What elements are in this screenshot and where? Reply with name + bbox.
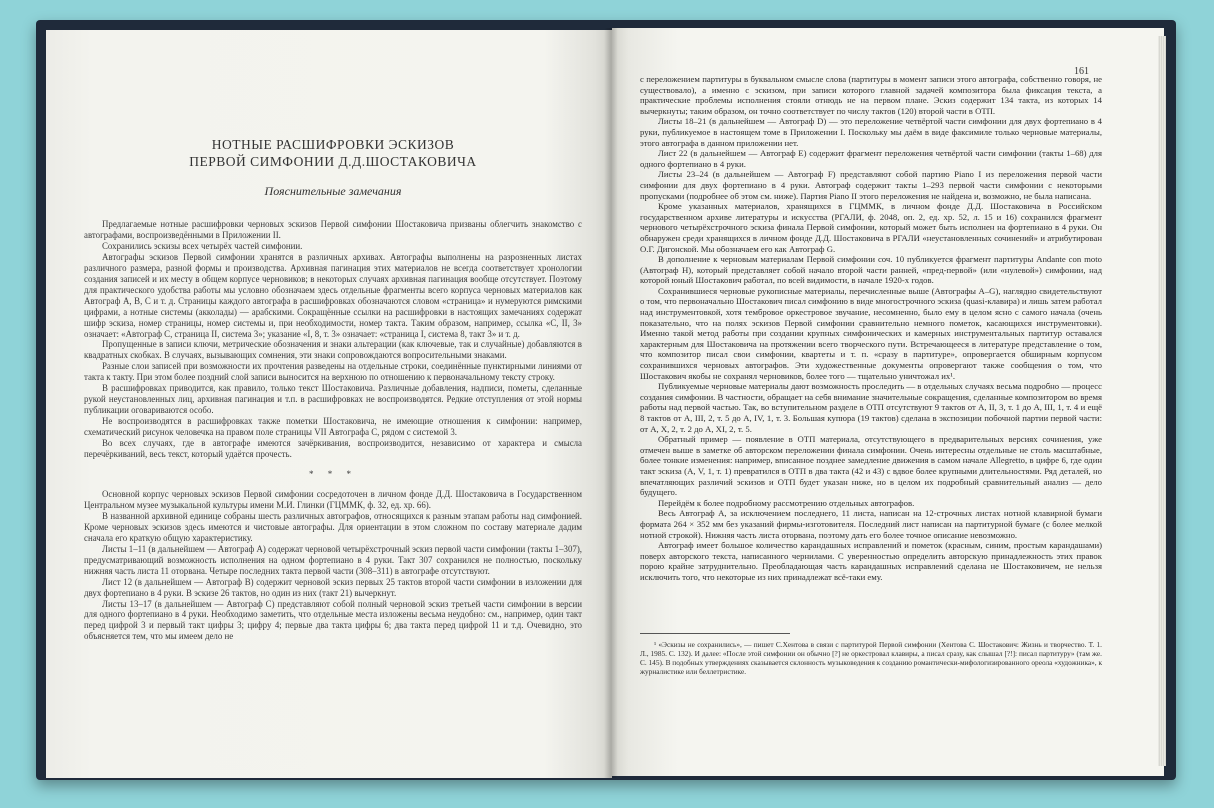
paragraph: Обратный пример — появление в ОТП материала, отсутствующего в предварительных версиях сочинения, уже отмечен выше в заметке об авторском переложении финала симфонии. Очень интересны отдельные не столь масштабные, более тонкие изменения: например, вписанное позднее замедление движения в самом начале Allegretto, в цифре 6, где один такт эскиза (А, V, 1, т. 1) превратился в ОТП в два такта (42 и 43) с вдвое более крупными длительностями. Ряд деталей, но впечатляющих различий эскизов и ОТП будет указан ниже, но в целом их подробный сравнительный анализ — дело будущего. <box>640 434 1102 498</box>
paragraph: Пропущенные в записи ключи, метрические обозначения и знаки альтерации (как ключевые, так и случайные) добавляются в квадратных скобках. В случаях, вызывающих сомнения, эти знаки сопровождаются вопросительными знаками. <box>84 339 582 361</box>
page-number: 161 <box>1074 66 1089 77</box>
paragraph: Кроме указанных материалов, хранящихся в ГЦММК, в личном фонде Д.Д. Шостаковича в Российском государственном архиве литературы и искусства (РГАЛИ, ф. 2048, оп. 2, ед. хр. 52, л. 15 и 16) сохранился фрагмент чернового четырёхстрочного эскиза финала Первой симфонии, который может быть исполнен на фортепиано в 4 руки. Он обнаружен среди хранящихся в личном фонде Д.Д. Шостаковича в РГАЛИ «неустановленных сочинений» и атрибутирован О.Г. Дигонской. Мы обозначаем его как Автограф G. <box>640 201 1102 254</box>
footnote: ¹ «Эскизы не сохранились», — пишет С.Хентова в связи с партитурой Первой симфонии (Хентова С. Шостакович: Жизнь и творчество. Т. 1. Л., 1985. С. 132). И далее: «После этой симфонии он обычно [?] не оркестровал клавиры, а писал сразу, как слышал [?!]: писал партитуру» (там же. С. 145). В подобных утверждениях сказывается склонность музыковедения к созданию романтически-мифологизированного ореола «художника», к журналистике или беллетристике. <box>640 639 1102 676</box>
paragraph: Лист 22 (в дальнейшем — Автограф Е) содержит фрагмент переложения четвёртой части симфонии (такты 1–68) для одного фортепиано в 4 руки. <box>640 148 1102 169</box>
paragraph: Автографы эскизов Первой симфонии хранятся в различных архивах. Автографы выполнены на разрозненных листах различного размера, разной формы и производства. Архивная пагинация этих материалов не всегда соответствует хронологии создания записей и их месту в общем корпусе черновиков; в некоторых случаях архивная пагинация вообще отсутствует. Поэтому для практического удобства работы мы условно обозначаем здесь отдельные фрагменты всего корпуса черновых материалов как Автограф А, В, С и т. д. Страницы каждого автографа в расшифровках обозначаются словом «страница» и нумеруются римскими цифрами, а нотные системы (акколады) — арабскими. Сокращённые ссылки на расшифровки в настоящих замечаниях содержат шифр эскиза, номер страницы, номер системы и, при необходимости, номер такта. Таким образом, например, ссылка «С, II, 3» означает: «Автограф С, страница II, система 3»; указание «I, 8, т. 3» означает: «страница I, система 8, такт 3» и т. д. <box>84 251 582 339</box>
paragraph: Листы 1–11 (в дальнейшем — Автограф А) содержат черновой четырёхстрочный эскиз первой части симфонии (такты 1–307), предусматривающий возможность исполнения на одном фортепиано в 4 руки. Такт 307 сохранился не полностью, поскольку нижняя часть листа 11 оторвана. Четыре последних такта первой части (308–311) в автографе отсутствуют. <box>84 543 582 576</box>
section-subtitle: Пояснительные замечания <box>264 184 402 198</box>
paragraph: Сохранившиеся черновые рукописные материалы, перечисленные выше (Автографы А–G), наглядно свидетельствуют о том, что первоначально Шостакович писал симфонию в виде многострочного эскиза (quasi-клавира) и лишь затем работал над инструментовкой, хотя тембровое оркестровое звучание, несомненно, было ему в целом ясно с самого начала (очень показательно, что на полях эскизов Первой симфонии сравнительно немного пометок, касающихся инструментовки). Именно такой метод работы при создании крупных симфонических и камерных инструментальных партитур оставался характерным для Шостаковича на протяжении всего творческого пути. Встречающееся в литературе представление о том, что композитор писал свои симфонии, квартеты и т. п. «сразу в партитуре», опровергается обширным корпусом сохранившихся черновых автографов. Эти художественные документы опровергают также сообщения о том, что Шостакович якобы не сохранял черновиков, более того — тщательно уничтожал их¹. <box>640 285 1102 381</box>
paragraph: Не воспроизводятся в расшифровках также пометки Шостаковича, не имеющие отношения к симфонии: например, схематический рисунок человечка на правом поле страницы VII Автографа С, рядом с системой 3. <box>84 416 582 438</box>
chapter-title-line2: ПЕРВОЙ СИМФОНИИ Д.Д.ШОСТАКОВИЧА <box>189 154 477 169</box>
page-edges <box>1158 36 1166 766</box>
chapter-title-line1: НОТНЫЕ РАСШИФРОВКИ ЭСКИЗОВ <box>211 137 455 152</box>
paragraph: Основной корпус черновых эскизов Первой симфонии сосредоточен в личном фонде Д.Д. Шостаковича в Государственном Центральном музее музыкальной культуры имени М.И. Глинки (ГЦММК, ф. 32, ед. хр. 66). <box>84 488 582 510</box>
paragraph: Листы 18–21 (в дальнейшем — Автограф D) — это переложение четвёртой части симфонии для двух фортепиано в 4 руки, публикуемое в настоящем томе в Приложении I. Поскольку мы даём в виде факсимиле только черновые материалы, этого автографа в данном приложении нет. <box>640 116 1102 148</box>
paragraph: Лист 12 (в дальнейшем — Автограф В) содержит черновой эскиз первых 25 тактов второй части симфонии в изложении для двух фортепиано в 4 руки. В эскизе 26 тактов, но один из них (такт 21) вычеркнут. <box>84 576 582 598</box>
book-gutter <box>604 28 618 778</box>
footnote-rule <box>640 633 790 634</box>
paragraph: В расшифровках приводится, как правило, только текст Шостаковича. Различные добавления, надписи, пометы, сделанные рукой неустановленных лиц, архивная пагинация и т.п. в расшифровках не воспроизводятся. Редкие отступления от этой нормы публикации оговариваются особо. <box>84 383 582 416</box>
paragraph: Сохранились эскизы всех четырёх частей симфонии. <box>102 240 303 251</box>
paragraph: В дополнение к черновым материалам Первой симфонии соч. 10 публикуется фрагмент партитуры Andante con moto (Автограф Н), который представляет собой начало второй части ранней, «пред-первой» (или «нулевой») симфонии, над которой юный Шостакович работал, по всей видимости, в начале 1920-х годов. <box>640 254 1102 286</box>
right-column <box>640 74 1102 676</box>
paragraph: В названной архивной единице собраны шесть различных автографов, относящихся к разным этапам работы над симфонией. Кроме черновых эскизов здесь имеются и чистовые автографы. Для ориентации в этом сложном по составу материале дадим сначала его краткую общую характеристику. <box>84 510 582 543</box>
paragraph: Предлагаемые нотные расшифровки черновых эскизов Первой симфонии Шостаковича призваны облегчить знакомство с автографами, воспроизведёнными в Приложении II. <box>84 219 582 240</box>
section-separator: * * * <box>309 468 357 479</box>
paragraph: с переложением партитуры в буквальном смысле слова (партитуры в момент записи этого автографа, собственно говоря, не существовало), а именно с эскизом, при записи которого главной задачей композитора была фиксация текста, а практические проблемы исполнения стояли отнюдь не на первом плане. Эскиз содержит 134 такта, из которых 14 вычеркнуты; таким образом, он точно соответствует по числу тактов (120) второй части в ОТП. <box>640 74 1102 116</box>
left-column <box>84 136 582 642</box>
paragraph: Автограф имеет большое количество карандашных исправлений и пометок (красным, синим, простым карандашами) поверх авторского текста, написанного чернилами. С уверенностью определить авторскую принадлежность этих правок порою крайне затруднительно. Преобладающая часть карандашных исправлений сделана не Шостаковичем, не нельзя исключить того, что некоторые из них принадлежат всё-таки ему. <box>640 540 1102 582</box>
paragraph: Перейдём к более подробному рассмотрению отдельных автографов. <box>658 497 915 508</box>
paragraph: Листы 23–24 (в дальнейшем — Автограф F) представляют собой партию Piano I из переложения первой части симфонии для двух фортепиано в 4 руки. Автограф содержит такты 1–293 первой части симфонии с некоторыми пропусками (подробнее об этом см. ниже). Партия Piano II этого переложения не найдена и, возможно, не была написана. <box>640 169 1102 201</box>
paragraph: Весь Автограф А, за исключением последнего, 11 листа, написан на 12-строчных листах нотной клавирной бумаги формата 264 × 352 мм без указаний фирмы-изготовителя. Последний лист написан на партитурной бумаге (с более мелкой нотной строкой). Нижняя часть листа оторвана, поэтому дать его более точное описание невозможно. <box>640 508 1102 540</box>
paragraph: Во всех случаях, где в автографе имеются зачёркивания, воспроизводится, независимо от характера и смысла перечёркиваний, весь текст, который удаётся прочесть. <box>84 438 582 460</box>
paragraph: Листы 13–17 (в дальнейшем — Автограф С) представляют собой полный черновой эскиз третьей части симфонии в версии для одного фортепиано в 4 руки. Необходимо заметить, что отдельные места изложены весьма неудобно: см., например, один такт перед цифрой 3 и первый такт цифры 3; цифру 4; первые два такта цифры 6; два такта перед цифрой 11 и т.д. Очевидно, это объясняется тем, что мы имеем дело не <box>84 598 582 642</box>
paragraph: Разные слои записей при возможности их прочтения разведены на отдельные строки, соединённые пунктирными линиями от такта к такту. При этом более поздний слой записи выносится на верхнюю по отношению к первоначальному тексту строку. <box>84 361 582 383</box>
paragraph: Публикуемые черновые материалы дают возможность проследить — в отдельных случаях весьма подробно — процесс создания симфонии. В частности, обращает на себя внимание значительные сокращения, сделанные композитором во время работы над первой частью. Так, во вступительном разделе в ОТП отсутствуют 9 тактов от А, II, 3, т. 1 до А, III, 1, т. 4 и ещё 8 тактов от А, III, 2, т. 5 до А, IV, 1, т. 3. Большая купюра (19 тактов) сделана в экспозиции побочной партии первой части: от А, Х, 2, т. 2 до А, XI, 2, т. 5. <box>640 381 1102 434</box>
